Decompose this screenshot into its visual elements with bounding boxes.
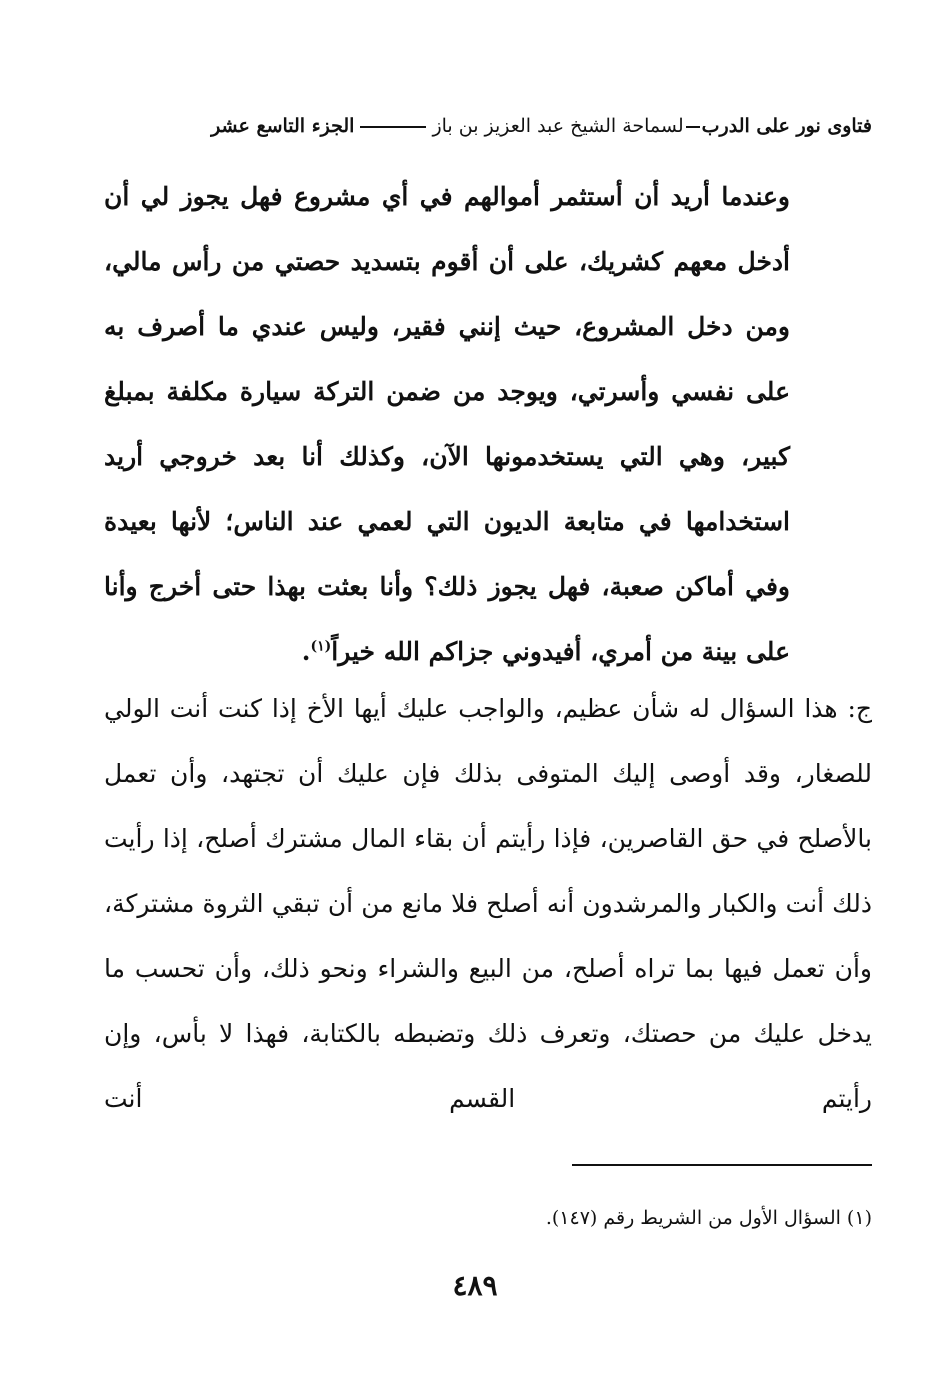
answer-label: ج: <box>847 694 873 723</box>
header-dash <box>686 126 700 128</box>
answer-text <box>104 676 872 1131</box>
question-text <box>104 164 790 684</box>
volume-part: الجزء التاسع عشر <box>211 115 355 137</box>
author-name: لسماحة الشيخ عبد العزيز بن باز <box>432 115 684 137</box>
footnote-divider <box>572 1164 872 1166</box>
footnote-reference: (١) <box>310 638 332 655</box>
question-end: . <box>301 637 311 666</box>
book-title: فتاوى نور على الدرب <box>701 115 872 137</box>
answer-body: هذا السؤال له شأن عظيم، والواجب عليك أيها الأخ إذا كنت أنت الولي للصغار، وقد أوصى إليك المتوفى بذلك فإن عليك أن تجتهد، وأن تعمل بالأصلح في حق القاصرين، فإذا رأيتم أن بقاء المال مشترك أصلح، إذا رأيت ذلك أنت والكبار والمرشدون أنه أصلح فلا مانع من أن تبقي الثروة مشتركة، وأن تعمل فيها بما تراه أصلح، من البيع والشراء ونحو ذلك، وأن تحسب ما يدخل عليك من حصتك، وتعرف ذلك وتضبطه بالكتابة، فهذا لا بأس، وإن رأيتم القسم أنت <box>104 694 872 1113</box>
header-long-dash <box>360 126 426 128</box>
page-number: ٤٨٩ <box>452 1269 498 1302</box>
footnote: (١) السؤال الأول من الشريط رقم (١٤٧). <box>545 1207 872 1229</box>
question-body: وعندما أريد أن أستثمر أموالهم في أي مشروع فهل يجوز لي أن أدخل معهم كشريك، على أن أقوم بتسديد حصتي من رأس مالي، ومن دخل المشروع، حيث إنني فقير، وليس عندي ما أصرف به على نفسي وأسرتي، ويوجد من ضمن التركة سيارة مكلفة بمبلغ كبير، وهي التي يستخدمونها الآن، وكذلك أنا بعد خروجي أريد استخدامها في متابعة الديون التي لعمي عند الناس؛ لأنها بعيدة وفي أماكن صعبة، فهل يجوز ذلك؟ وأنا بعثت بهذا حتى أخرج وأنا على بينة من أمري، أفيدوني جزاكم الله خيراً <box>104 182 790 666</box>
running-header <box>110 108 872 144</box>
